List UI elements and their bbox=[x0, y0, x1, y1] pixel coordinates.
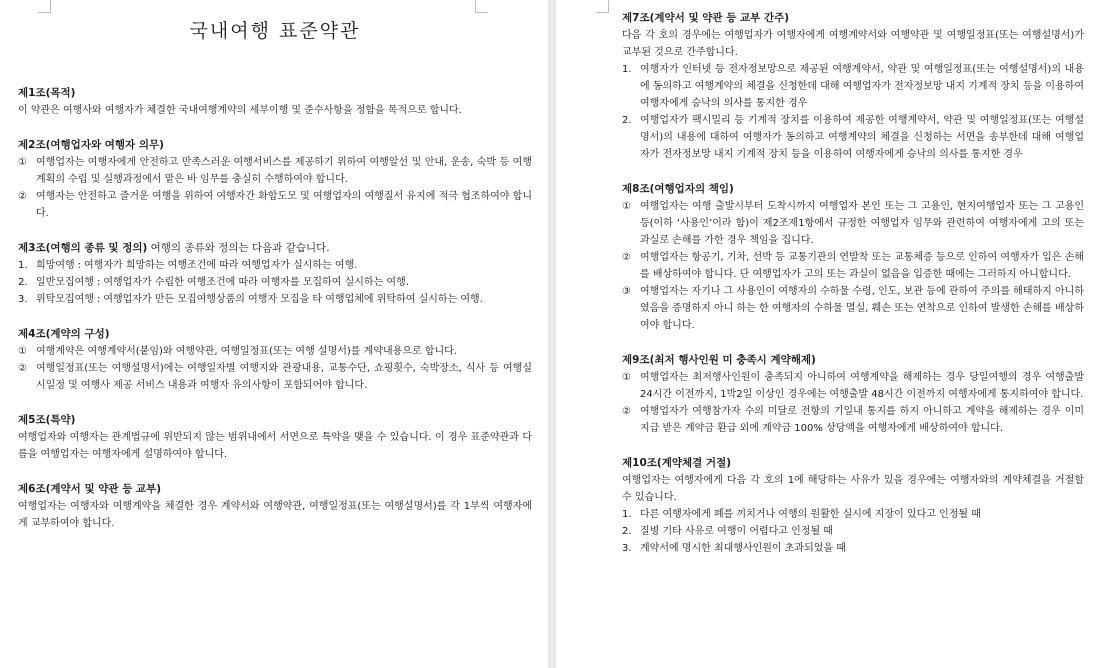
clause-item bbox=[622, 112, 1084, 163]
definition-separator: : bbox=[77, 260, 82, 271]
clause-text: 계약서에 명시한 최대행사인원이 초과되었을 때 bbox=[640, 543, 846, 554]
clause-marker: ② bbox=[18, 363, 27, 374]
clause-text: 여행업자는 항공기, 기차, 선박 등 교통기관의 연발착 또는 교통체증 등으로 인하여 여행자가 입은 손해를 배상하여야 합니다. 단 여행업자가 고의 또는 과실이 없음을 입증한 때에는 그러하지 아니합니다. bbox=[640, 252, 1084, 280]
clause-text: 여행업자가 팩시밀리 등 기계적 장치를 이용하여 제공한 여행계약서, 약관 및 여행일정표(또는 여행설명서)의 내용에 대하여 여행자가 동의하고 여행계약의 체결을 신청하는 서면을 송부한데 대해 여행업자가 전자정보망 내지 기계적 장치 등을 이용하여 여행자에게 승낙의 의사를 통지한 경우 bbox=[640, 115, 1084, 160]
clause-item bbox=[622, 369, 1084, 403]
clause-marker: ① bbox=[622, 372, 631, 383]
article-body: 다음 각 호의 경우에는 여행업자가 여행자에게 여행계약서와 여행약관 및 여행일정표(또는 여행설명서)가 교부된 것으로 간주합니다. bbox=[622, 30, 1084, 58]
definition-item bbox=[18, 257, 532, 274]
article-heading: 제5조(특약) bbox=[18, 414, 76, 426]
clause-text: 여행일정표(또는 여행설명서)에는 여행일자별 여행지와 관광내용, 교통수단, 쇼핑횟수, 숙박장소, 식사 등 여행실시일정 및 여행사 제공 서비스 내용과 여행자 유의사항이 포함되어야 합니다. bbox=[36, 363, 532, 391]
definition-term: 위탁모집여행 bbox=[36, 294, 94, 305]
article-body: 여행업자와 여행자는 관계법규에 위반되지 않는 범위내에서 서면으로 특약을 맺을 수 있습니다. 이 경우 표준약관과 다름을 여행업자는 여행자에게 설명하여야 합니다. bbox=[18, 432, 532, 460]
article-heading: 제2조(여행업자와 여행자 의무) bbox=[18, 139, 164, 151]
document-page-left bbox=[0, 0, 548, 668]
clause-text: 질병 기타 사유로 여행이 어렵다고 인정될 때 bbox=[640, 526, 833, 537]
definition-term: 일반모집여행 bbox=[36, 277, 94, 288]
definition-text: 여행업자가 수립한 여행조건에 따라 여행자를 모집하여 실시하는 여행. bbox=[103, 277, 409, 288]
article-body: 이 약관은 여행사와 여행자가 체결한 국내여행계약의 세부이행 및 준수사항을 정함을 목적으로 합니다. bbox=[18, 105, 462, 116]
article-8 bbox=[622, 181, 1084, 334]
clause-marker: ① bbox=[18, 346, 27, 357]
definition-text: 여행자가 희망하는 여행조건에 따라 여행업자가 실시하는 여행. bbox=[84, 260, 358, 271]
definition-number: 2. bbox=[18, 277, 28, 288]
clause-item bbox=[18, 360, 532, 394]
definition-item bbox=[18, 274, 532, 291]
clause-text: 여행업자는 여행 출발시부터 도착시까지 여행업자 본인 또는 그 고용인, 현지여행업자 또는 그 고용인 등(이하 ‘사용인’이라 함)이 제2조제1항에서 규정한 여행업자 임무와 관련하여 여행자에게 고의 또는 과실로 손해를 가한 경우 책임을 집니다. bbox=[640, 201, 1084, 246]
definition-separator: : bbox=[96, 277, 101, 288]
article-body: 여행업자는 여행자에게 다음 각 호의 1에 해당하는 사유가 있을 경우에는 여행자와의 계약체결을 거절할 수 있습니다. bbox=[622, 475, 1084, 503]
clause-item bbox=[622, 540, 1084, 557]
clause-item bbox=[18, 154, 532, 188]
article-1 bbox=[18, 85, 532, 119]
clause-item bbox=[18, 188, 532, 222]
clause-marker: ① bbox=[622, 201, 631, 212]
clause-list bbox=[622, 198, 1084, 334]
article-heading: 제10조(계약체결 거절) bbox=[622, 457, 732, 469]
clause-text: 여행자가 인터넷 등 전자정보망으로 제공된 여행계약서, 약관 및 여행일정표(또는 여행설명서)의 내용에 동의하고 여행계약의 체결을 신청한데 대해 여행업자가 전자정보망 내지 기계적 장치 등을 이용하여 여행자에게 승낙의 의사를 통지한 경우 bbox=[640, 64, 1084, 109]
document-page-right bbox=[556, 0, 1100, 668]
article-5 bbox=[18, 412, 532, 463]
clause-item bbox=[622, 403, 1084, 437]
clause-item bbox=[622, 61, 1084, 112]
clause-marker: 1. bbox=[622, 64, 632, 75]
definition-item bbox=[18, 291, 532, 308]
article-9 bbox=[622, 352, 1084, 437]
clause-item bbox=[622, 249, 1084, 283]
article-4 bbox=[18, 326, 532, 394]
clause-text: 여행업자는 최저행사인원이 충족되지 아니하여 여행계약을 해제하는 경우 당일여행의 경우 여행출발 24시간 이전까지, 1박2일 이상인 경우에는 여행출발 48시간 이전까지 여행자에게 통지하여야 합니다. bbox=[640, 372, 1084, 400]
clause-text: 여행자는 안전하고 즐거운 여행을 위하여 여행자간 화합도모 및 여행업자의 여행질서 유지에 적극 협조하여야 합니다. bbox=[36, 191, 532, 219]
page-corner-mark bbox=[38, 0, 51, 13]
clause-item bbox=[18, 343, 532, 360]
article-heading bbox=[18, 240, 532, 257]
clause-list bbox=[18, 343, 532, 394]
article-7 bbox=[622, 10, 1084, 163]
clause-marker: 2. bbox=[622, 526, 632, 537]
article-heading: 제1조(목적) bbox=[18, 87, 76, 99]
article-heading: 제8조(여행업자의 책임) bbox=[622, 183, 734, 195]
clause-text: 여행계약은 여행계약서(붙임)와 여행약관, 여행일정표(또는 여행 설명서)를 계약내용으로 합니다. bbox=[36, 346, 457, 357]
clause-item bbox=[622, 283, 1084, 334]
clause-item bbox=[622, 523, 1084, 540]
article-10 bbox=[622, 455, 1084, 557]
article-heading: 제7조(계약서 및 약관 등 교부 간주) bbox=[622, 12, 790, 24]
clause-marker: ① bbox=[18, 157, 27, 168]
clause-text: 다른 여행자에게 폐를 끼치거나 여행의 원활한 실시에 지장이 있다고 인정될 때 bbox=[640, 509, 981, 520]
clause-marker: 2. bbox=[622, 115, 632, 126]
page-corner-mark bbox=[475, 0, 488, 13]
article-heading: 제9조(최저 행사인원 미 충족시 계약해제) bbox=[622, 354, 816, 366]
clause-text: 여행업자는 자기나 그 사용인이 여행자의 수하물 수령, 인도, 보관 등에 관하여 주의를 해태하지 아니하였음을 증명하지 아니 하는 한 여행자의 수하물 멸실, 훼손 또는 연착으로 인하여 발생한 손해를 배상하여야 합니다. bbox=[640, 286, 1084, 331]
clause-item bbox=[622, 506, 1084, 523]
definition-number: 3. bbox=[18, 294, 28, 305]
definition-number: 1. bbox=[18, 260, 28, 271]
clause-list bbox=[622, 61, 1084, 163]
clause-list bbox=[18, 154, 532, 222]
page-corner-mark bbox=[596, 0, 609, 13]
clause-text: 여행업자는 여행자에게 안전하고 만족스러운 여행서비스를 제공하기 위하여 여행알선 및 안내, 운송, 숙박 등 여행계획의 수립 및 실행과정에서 맡은 바 임무를 충실히 수행하여야 합니다. bbox=[36, 157, 532, 185]
clause-marker: ② bbox=[622, 406, 631, 417]
article-3 bbox=[18, 240, 532, 308]
clause-list bbox=[622, 506, 1084, 557]
definition-term: 희망여행 bbox=[36, 260, 75, 271]
clause-text: 여행업자가 여행참가자 수의 미달로 전항의 기일내 통지를 하지 아니하고 계약을 해제하는 경우 이미 지급 받은 계약금 환급 외에 계약금 100% 상당액을 여행자에게 배상하여야 합니다. bbox=[640, 406, 1084, 434]
article-6 bbox=[18, 481, 532, 532]
clause-marker: 3. bbox=[622, 543, 632, 554]
clause-item bbox=[622, 198, 1084, 249]
clause-marker: ② bbox=[18, 191, 27, 202]
article-body: 여행업자는 여행자와 여행계약을 체결한 경우 계약서와 여행약관, 여행일정표(또는 여행설명서)를 각 1부씩 여행자에게 교부하여야 합니다. bbox=[18, 501, 532, 529]
article-2 bbox=[18, 137, 532, 222]
clause-list bbox=[622, 369, 1084, 437]
article-heading-title: 제3조(여행의 종류 및 정의) bbox=[18, 242, 148, 254]
definition-text: 여행업자가 만든 모집여행상품의 여행자 모집을 타 여행업체에 위탁하여 실시하는 여행. bbox=[103, 294, 483, 305]
article-heading: 제4조(계약의 구성) bbox=[18, 328, 110, 340]
article-heading: 제6조(계약서 및 약관 등 교부) bbox=[18, 483, 162, 495]
article-lead-text: 여행의 종류와 정의는 다음과 같습니다. bbox=[147, 242, 330, 254]
clause-marker: ② bbox=[622, 252, 631, 263]
definition-separator: : bbox=[96, 294, 101, 305]
document-title: 국내여행 표준약관 bbox=[189, 20, 361, 42]
clause-marker: 1. bbox=[622, 509, 632, 520]
clause-marker: ③ bbox=[622, 286, 631, 297]
